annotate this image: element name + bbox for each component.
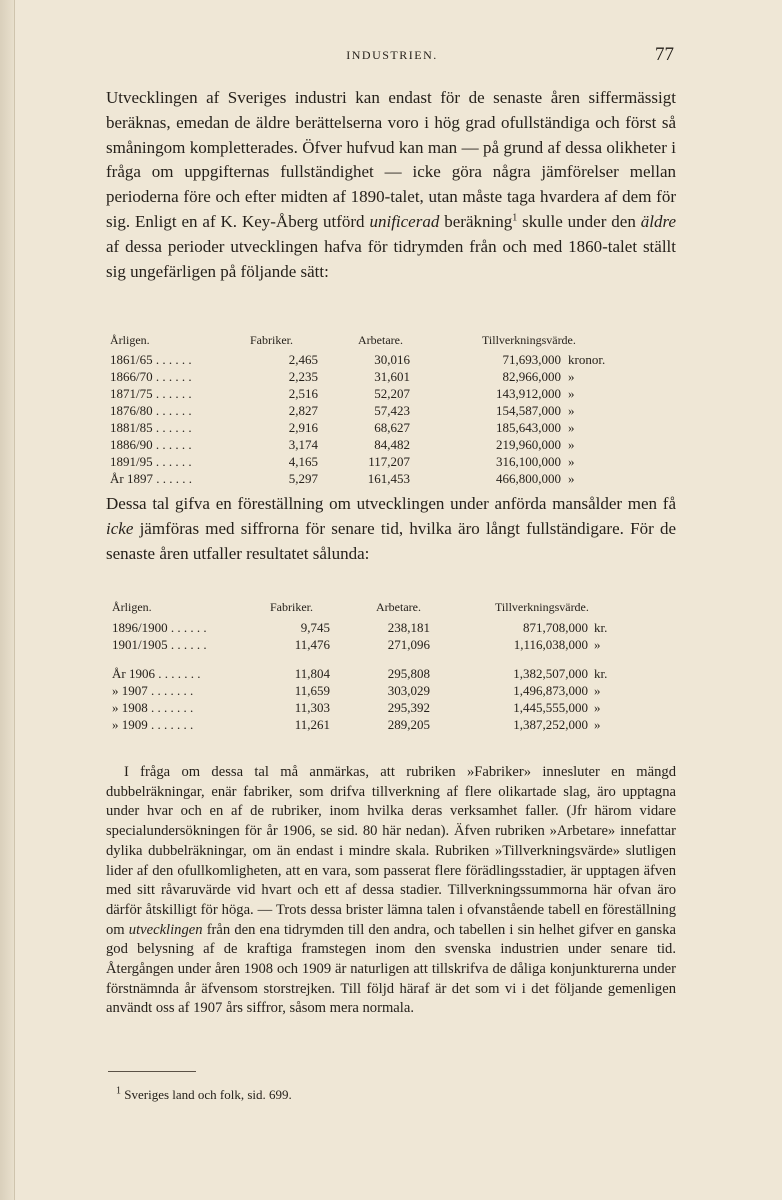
table-group-gap <box>110 654 670 666</box>
emphasis-icke: icke <box>106 519 134 538</box>
row-value: 143,912,000 <box>496 386 561 401</box>
row-workers: 271,096 <box>387 637 430 652</box>
row-factories: 11,804 <box>294 666 330 681</box>
row-unit: kr. <box>594 620 608 635</box>
row-unit: » <box>568 471 575 486</box>
row-value: 1,382,507,000 <box>513 666 588 681</box>
emphasis-unificerad: unificerad <box>369 211 440 231</box>
emphasis-aldre: äldre <box>640 211 676 231</box>
row-year: » 1909 . . . . . . . <box>112 717 194 732</box>
row-value: 466,800,000 <box>496 471 561 486</box>
row-year: År 1897 . . . . . . <box>110 471 192 486</box>
table-row <box>110 666 670 683</box>
row-factories: 5,297 <box>288 471 318 486</box>
running-head: INDUSTRIEN. <box>346 48 438 62</box>
row-unit: » <box>568 420 575 435</box>
header-value: Tillverkningsvärde. <box>495 600 589 614</box>
row-value: 71,693,000 <box>502 352 561 367</box>
row-workers: 303,029 <box>387 683 430 698</box>
paragraph-intro-text-3: skulle under den <box>517 211 641 231</box>
row-workers: 117,207 <box>368 454 410 469</box>
table-industry-1861-1897 <box>110 333 670 488</box>
row-unit: » <box>594 637 601 652</box>
row-unit: kr. <box>594 666 608 681</box>
paragraph-remarks <box>106 763 676 1019</box>
table-row <box>110 471 670 488</box>
row-unit: » <box>568 437 575 452</box>
row-workers: 238,181 <box>387 620 430 635</box>
row-year: År 1906 . . . . . . . <box>112 666 201 681</box>
row-value: 154,587,000 <box>496 403 561 418</box>
row-year: 1886/90 . . . . . . <box>110 437 192 452</box>
row-value: 185,643,000 <box>496 420 561 435</box>
row-unit: » <box>594 717 601 732</box>
row-value: 1,116,038,000 <box>513 637 588 652</box>
row-unit: » <box>594 700 601 715</box>
row-factories: 2,235 <box>288 369 318 384</box>
header-value: Tillverkningsvärde. <box>482 333 576 347</box>
table-header-row <box>110 600 670 620</box>
table-row <box>110 437 670 454</box>
row-workers: 295,808 <box>387 666 430 681</box>
page-number: 77 <box>655 44 674 65</box>
row-unit: » <box>568 403 575 418</box>
table-row <box>110 352 670 369</box>
table-row <box>110 420 670 437</box>
row-year: 1871/75 . . . . . . <box>110 386 192 401</box>
table-row <box>110 700 670 717</box>
row-year: » 1907 . . . . . . . <box>112 683 194 698</box>
row-year: 1896/1900 . . . . . . <box>112 620 207 635</box>
table-row <box>110 717 670 734</box>
row-factories: 11,261 <box>294 717 330 732</box>
paragraph-intro-text-4: af dessa perioder utvecklingen hafva för tidrymden från och med 1860-talet ställt sig ungefärligen på följande sätt: <box>106 236 676 281</box>
row-workers: 57,423 <box>374 403 410 418</box>
table-row <box>110 403 670 420</box>
row-year: 1876/80 . . . . . . <box>110 403 192 418</box>
paragraph-comparison-text-1: Dessa tal gifva en föreställning om utvecklingen under anförda mansålder men få <box>106 494 676 513</box>
row-value: 316,100,000 <box>496 454 561 469</box>
table-row <box>110 637 670 654</box>
footnote-marker: 1 <box>116 1085 121 1097</box>
table-row <box>110 454 670 471</box>
table-header-row <box>110 333 670 352</box>
row-value: 1,387,252,000 <box>513 717 588 732</box>
header-workers: Arbetare. <box>376 600 421 614</box>
table-row <box>110 683 670 700</box>
row-workers: 289,205 <box>387 717 430 732</box>
row-factories: 9,745 <box>300 620 330 635</box>
row-year: 1891/95 . . . . . . <box>110 454 192 469</box>
row-value: 871,708,000 <box>523 620 588 635</box>
row-factories: 2,465 <box>288 352 318 367</box>
row-workers: 52,207 <box>374 386 410 401</box>
row-workers: 295,392 <box>387 700 430 715</box>
emphasis-utvecklingen: utvecklingen <box>128 921 203 938</box>
row-value: 219,960,000 <box>496 437 561 452</box>
paragraph-intro-text-2: beräkning <box>439 211 513 231</box>
footnote-divider <box>108 1071 196 1072</box>
row-factories: 3,174 <box>288 437 318 452</box>
header-factories: Fabriker. <box>270 600 313 614</box>
paragraph-intro-text-1: Utvecklingen af Sveriges industri kan endast för de senaste åren siffermässigt beräknas, emedan de äldre berättelserna voro i hög grad ofullständiga och först så småningom kompletterades. Öfver hufvud kan man — på grund af dessa olikheter i fråga om uppgifternas fullständighet — icke göra några jämförelser mellan perioderna före och efter midten af 1890-talet, utan måste taga hvardera af dem för sig. Enligt en af K. Key-Åberg utförd <box>106 88 676 231</box>
footnote-reference: 1 <box>512 212 518 224</box>
row-unit: » <box>568 369 575 384</box>
header-year: Årligen. <box>110 333 150 347</box>
header-factories: Fabriker. <box>250 333 293 347</box>
paragraph-remarks-text-1: I fråga om dessa tal må anmärkas, att rubriken »Fabriker» innesluter en mängd dubbelräkningar, enär fabriker, som drifva tillverkning af flere olikartade slag, äro upptagna under hvar och en af de rubriker, inom hvilka deras verksamhet faller. (Jfr härom vidare specialundersökningen för år 1906, se sid. 80 här nedan). Äfven rubriken »Arbetare» innefattar dylika dubbelräkningar, om än endast i mindre skala. Rubriken »Tillverkningsvärde» slutligen lider af den ofullkomligheten, att en vara, som passerat flere förädlingsstadier, är upptagen äfven med sitt råvaruvärde vid hvart och ett af dessa stadier. Tillverkningssummorna här ofvan äro därför åtskilligt för höga. — Trots dessa brister lämna talen i ofvanstående tabell en föreställning om <box>106 764 676 938</box>
row-value: 1,496,873,000 <box>513 683 588 698</box>
row-year: 1881/85 . . . . . . <box>110 420 192 435</box>
row-workers: 84,482 <box>374 437 410 452</box>
paragraph-comparison <box>106 491 676 566</box>
row-factories: 2,916 <box>288 420 318 435</box>
footnote <box>116 1087 292 1103</box>
row-value: 82,966,000 <box>502 369 561 384</box>
row-year: » 1908 . . . . . . . <box>112 700 194 715</box>
row-factories: 11,476 <box>294 637 330 652</box>
header-year: Årligen. <box>112 600 152 614</box>
page-header <box>108 44 676 70</box>
paragraph-comparison-text-2: jämföras med siffrorna för senare tid, hvilka äro långt fullständigare. För de senaste åren utfaller resultatet sålunda: <box>106 519 676 563</box>
row-unit: » <box>568 454 575 469</box>
table-row <box>110 386 670 403</box>
row-workers: 68,627 <box>374 420 410 435</box>
row-factories: 2,827 <box>288 403 318 418</box>
row-year: 1866/70 . . . . . . <box>110 369 192 384</box>
row-factories: 11,303 <box>294 700 330 715</box>
row-factories: 4,165 <box>288 454 318 469</box>
table-row <box>110 620 670 637</box>
row-value: 1,445,555,000 <box>513 700 588 715</box>
row-workers: 31,601 <box>374 369 410 384</box>
paragraph-intro <box>106 86 676 284</box>
row-year: 1901/1905 . . . . . . <box>112 637 207 652</box>
row-unit: » <box>568 386 575 401</box>
row-unit: kronor. <box>568 352 606 367</box>
table-industry-1896-1909 <box>110 600 670 734</box>
table-row <box>110 369 670 386</box>
row-unit: » <box>594 683 601 698</box>
row-factories: 11,659 <box>294 683 330 698</box>
row-year: 1861/65 . . . . . . <box>110 352 192 367</box>
header-workers: Arbetare. <box>358 333 403 347</box>
paragraph-remarks-text-2: från den ena tidrymden till den andra, och tabellen i sin helhet gifver en ganska god belysning af de kraftiga framstegen inom den svenska industrien under senare tid. Återgången under åren 1908 och 1909 är naturligen att tillskrifva de dåliga konjunkturerna under förstnämnda år äfvensom storstrejken. Till följd häraf är det som vi i det följande gemenligen användt oss af 1907 års siffror, såsom mera normala. <box>106 921 676 1017</box>
row-workers: 161,453 <box>367 471 410 486</box>
footnote-text: Sveriges land och folk, sid. 699. <box>124 1087 292 1102</box>
row-workers: 30,016 <box>374 352 410 367</box>
row-factories: 2,516 <box>288 386 318 401</box>
